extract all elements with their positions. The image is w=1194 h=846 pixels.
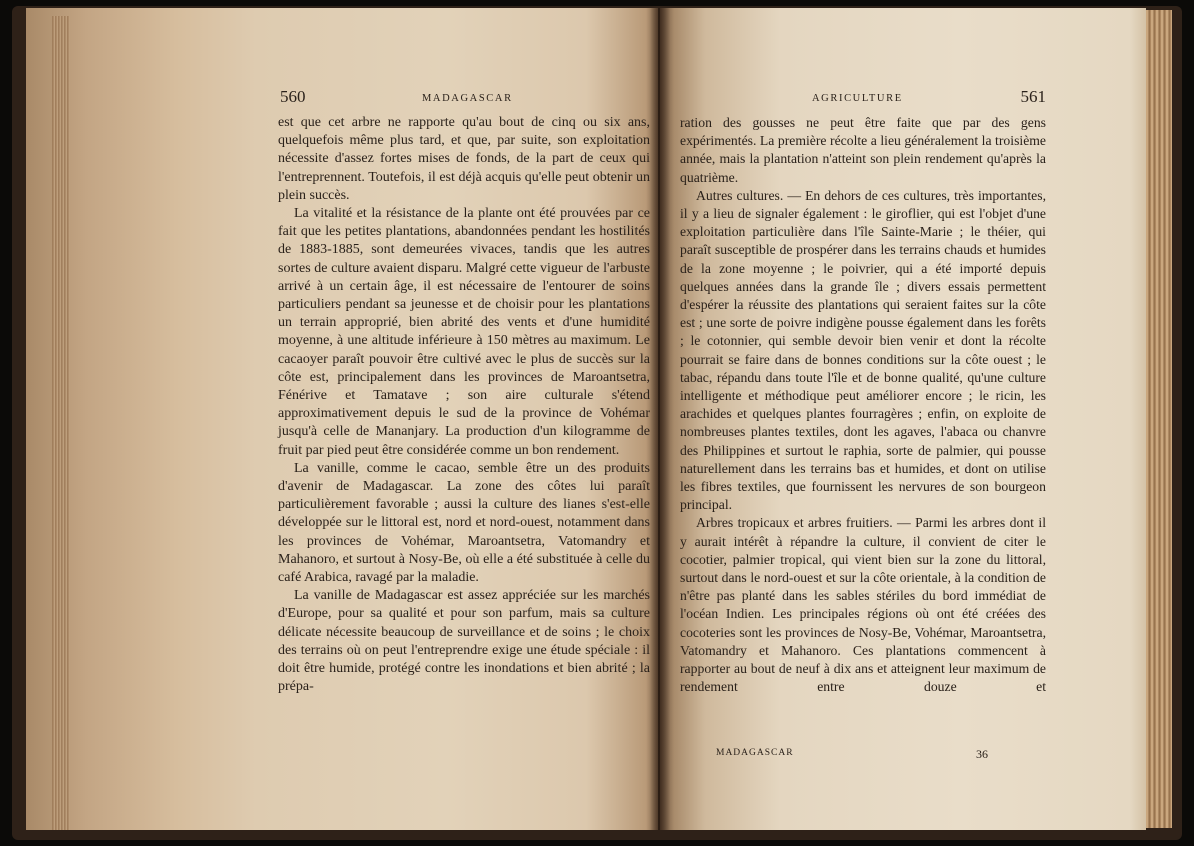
left-page-edges (52, 16, 70, 830)
paragraph: Autres cultures. — En dehors de ces cultures, très importantes, il y a lieu de signaler également : le giroflier, qui est l'objet d'une exploitation particulière dans l'île Sainte-Marie ; le théier, qui paraît susceptible de prospérer dans les terrains chauds et humides de la zone moyenne ; le poivrier, qui a été importé depuis quelques années dans la grande île ; divers essais permettent d'espérer la réussite des plantations qui seraient faites sur la côte est ; une sorte de poivre indigène pousse également dans les forêts ; le cotonnier, qui semble devoir bien venir et dont la récolte pourrait se faire dans de bonnes conditions sur la côte ouest ; le tabac, répandu dans toute l'île et de bonne qualité, qu'une culture intelligente et méthodique peut améliorer encore ; le ricin, les arachides et quelques plantes fourragères ; enfin, on exploite de nombreuses plantes textiles, dont les agaves, l'abaca ou chanvre des Philippines et surtout le raphia, sorte de palmier, qui pousse naturellement dans les terrains bas et humides, et dont on utilise les fibres textiles, que fournissent les nervures de son bourgeon principal. (680, 187, 1046, 513)
left-page-text-block (278, 88, 650, 715)
signature-number: 36 (976, 747, 988, 761)
left-page (26, 8, 658, 830)
page-number: 561 (1020, 87, 1046, 106)
right-page (660, 8, 1146, 830)
left-page-header (278, 88, 650, 108)
paragraph: La vanille de Madagascar est assez appréciée sur les marchés d'Europe, pour sa qualité et pour son parfum, mais sa culture délicate nécessite beaucoup de surveillance et de soins ; le choix des terrains où on peut l'entreprendre exige une étude spéciale : il doit être humide, protégé contre les inondations et bien abrité ; la prépa- (278, 588, 650, 695)
book-gutter-shadow (650, 8, 670, 830)
signature-text: MADAGASCAR (716, 748, 794, 758)
paragraph: La vanille, comme le cacao, semble être un des produits d'avenir de Madagascar. La zone des côtes lui paraît particulièrement favorable ; aussi la culture des lianes s'est-elle développée sur le littoral est, nord et nord-ouest, notamment dans les provinces de Vohémar, Maroantsetra, Vatomandry et Mahanoro, et surtout à Nosy-Be, où elle a été substituée à celle du café Arabica, ravagé par la maladie. (278, 460, 650, 586)
printer-signature (716, 747, 1036, 761)
paragraph: ration des gousses ne peut être faite que par des gens expérimentés. La première récolte a lieu généralement la troisième année, mais la plantation n'atteint son plein rendement qu'après la quatrième. (680, 115, 1046, 185)
paragraph: La vitalité et la résistance de la plante ont été prouvées par ce fait que les petites plantations, abandonnées pendant les hostilités de 1883-1885, sont demeurées vivaces, tandis que les autres sortes de culture avaient disparu. Malgré cette vigueur de l'arbuste arrivé à un certain âge, il est nécessaire de l'entourer de soins particuliers pendant sa jeunesse et de choisir pour les plantations un terrain approprié, bien abrité des vents et d'une humidité moyenne, à une altitude inférieure à 150 mètres au maximum. Le cacaoyer paraît pouvoir être cultivé avec le plus de succès sur la côte est, principalement dans les provinces de Maroantsetra, Fénérive et Tamatave ; son aire culturale s'étend approximativement depuis le sud de la province de Vohémar jusqu'à celle de Mananjary. La production d'un kilogramme de fruit par pied peut être considérée comme un bon rendement. (278, 206, 650, 458)
page-number: 560 (280, 87, 306, 106)
running-title: AGRICULTURE (812, 93, 903, 104)
paragraph: Arbres tropicaux et arbres fruitiers. — Parmi les arbres dont il y aurait intérêt à répandre la culture, il convient de citer le cocotier, palmier tropical, qui vient bien sur la zone du littoral, surtout dans le nord-ouest et sur la côte orientale, à la condition de n'être pas planté dans les sables stériles du bord immédiat de l'océan Indien. Les principales régions où ont été créées des cocoteries sont les provinces de Nosy-Be, Vohémar, Maroantsetra, Vatomandry et Mahanoro. Ces plantations commencent à rapporter au bout de neuf à dix ans et atteignent leur maximum de rendement entre douze et (680, 515, 1046, 695)
right-page-header (680, 88, 1046, 108)
right-page-text-block (680, 88, 1046, 715)
running-title: MADAGASCAR (422, 93, 513, 104)
paragraph: est que cet arbre ne rapporte qu'au bout de cinq ou six ans, quelquefois même plus tard, et que, par suite, son exploitation nécessite d'assez fortes mises de fonds, de la part de ceux qui l'entreprennent. Toutefois, il est déjà acquis qu'elle peut obtenir un plein succès. (278, 115, 650, 203)
page-edges-right (1146, 10, 1172, 828)
